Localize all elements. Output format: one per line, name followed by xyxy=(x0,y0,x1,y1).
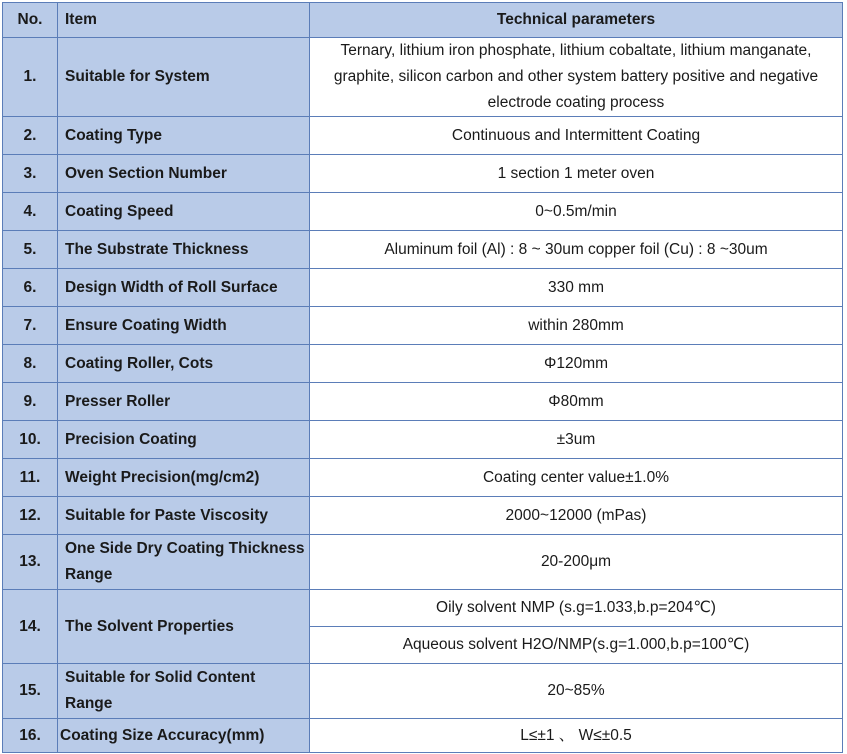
row-value: Φ80mm xyxy=(310,383,843,421)
row-number: 8. xyxy=(3,345,58,383)
row-item: Ensure Coating Width xyxy=(58,307,310,345)
table-row xyxy=(3,535,843,590)
row-item: Suitable for Paste Viscosity xyxy=(58,497,310,535)
row-item: Coating Type xyxy=(58,117,310,155)
row-item: The Substrate Thickness xyxy=(58,231,310,269)
row-number: 14. xyxy=(3,590,58,664)
row-item: Presser Roller xyxy=(58,383,310,421)
table-row xyxy=(3,421,843,459)
row-item: The Solvent Properties xyxy=(58,590,310,664)
row-value: Continuous and Intermittent Coating xyxy=(310,117,843,155)
row-item: Suitable for System xyxy=(58,38,310,117)
technical-parameters-table xyxy=(2,2,843,753)
row-value: 330 mm xyxy=(310,269,843,307)
table-row xyxy=(3,269,843,307)
table-row xyxy=(3,497,843,535)
row-value: Φ120mm xyxy=(310,345,843,383)
row-number: 16. xyxy=(3,719,58,753)
row-value: ±3um xyxy=(310,421,843,459)
row-value: within 280mm xyxy=(310,307,843,345)
row-number: 1. xyxy=(3,38,58,117)
table-row xyxy=(3,117,843,155)
table-row xyxy=(3,231,843,269)
table-row xyxy=(3,193,843,231)
row-number: 7. xyxy=(3,307,58,345)
row-value: Aluminum foil (Al) : 8 ~ 30um copper foil (Cu) : 8 ~30um xyxy=(310,231,843,269)
row-value: Coating center value±1.0% xyxy=(310,459,843,497)
row-number: 4. xyxy=(3,193,58,231)
row-value-secondary: Aqueous solvent H2O/NMP(s.g=1.000,b.p=100℃) xyxy=(310,627,843,664)
table-row xyxy=(3,38,843,117)
row-item: Coating Speed xyxy=(58,193,310,231)
row-item: Weight Precision(mg/cm2) xyxy=(58,459,310,497)
row-value: 20-200μm xyxy=(310,535,843,590)
row-value: 20~85% xyxy=(310,664,843,719)
table-row xyxy=(3,155,843,193)
row-value: 0~0.5m/min xyxy=(310,193,843,231)
row-item: Coating Roller, Cots xyxy=(58,345,310,383)
header-item: Item xyxy=(58,3,310,38)
row-number: 9. xyxy=(3,383,58,421)
row-item: One Side Dry Coating Thickness Range xyxy=(58,535,310,590)
row-value: Ternary, lithium iron phosphate, lithium cobaltate, lithium manganate, graphite, silicon carbon and other system battery positive and negative electrode coating process xyxy=(310,38,843,117)
row-number: 12. xyxy=(3,497,58,535)
row-number: 6. xyxy=(3,269,58,307)
row-number: 13. xyxy=(3,535,58,590)
table-row xyxy=(3,345,843,383)
table-header-row xyxy=(3,3,843,38)
row-item: Oven Section Number xyxy=(58,155,310,193)
table-row xyxy=(3,459,843,497)
row-value: L≤±1 、 W≤±0.5 xyxy=(310,719,843,753)
row-number: 15. xyxy=(3,664,58,719)
table-row xyxy=(3,307,843,345)
row-number: 3. xyxy=(3,155,58,193)
row-item: Precision Coating xyxy=(58,421,310,459)
row-number: 11. xyxy=(3,459,58,497)
row-number: 2. xyxy=(3,117,58,155)
header-technical-parameters: Technical parameters xyxy=(310,3,843,38)
row-value: 1 section 1 meter oven xyxy=(310,155,843,193)
table-row xyxy=(3,664,843,719)
table-row xyxy=(3,719,843,753)
row-item: Suitable for Solid Content Range xyxy=(58,664,310,719)
row-value: 2000~12000 (mPas) xyxy=(310,497,843,535)
header-no: No. xyxy=(3,3,58,38)
row-number: 10. xyxy=(3,421,58,459)
table-row xyxy=(3,383,843,421)
row-item: Design Width of Roll Surface xyxy=(58,269,310,307)
row-value: Oily solvent NMP (s.g=1.033,b.p=204℃) xyxy=(310,590,843,627)
row-item: Coating Size Accuracy(mm) xyxy=(58,719,310,753)
row-number: 5. xyxy=(3,231,58,269)
table-row xyxy=(3,590,843,627)
